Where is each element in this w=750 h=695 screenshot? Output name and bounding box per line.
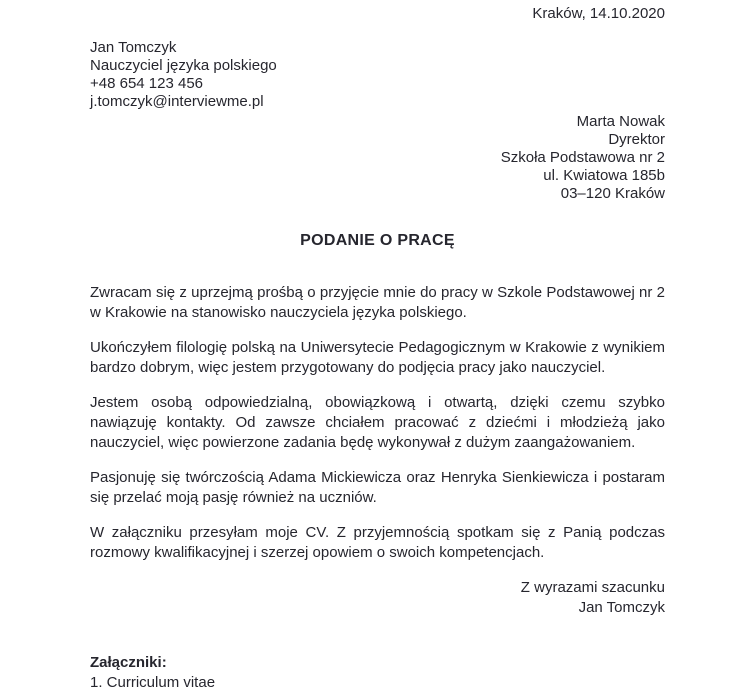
paragraph-passion: Pasjonuję się twórczością Adama Mickiewicza oraz Henryka Sienkiewicza i postaram się przelać moją pasję również na uczniów. [90,469,665,506]
paragraph-intro: Zwracam się z uprzejmą prośbą o przyjęcie mnie do pracy w Szkole Podstawowej nr 2 w Krakowie na stanowisko nauczyciela języka polskiego. [90,284,665,321]
closing-block [90,578,665,618]
recipient-block [90,113,665,203]
paragraph-cv: W załączniku przesyłam moje CV. Z przyjemnością spotkam się z Panią podczas rozmowy kwalifikacyjnej i szerzej opowiem o swoich kompetencjach. [90,524,665,561]
closing-salutation: Z wyrazami szacunku [520,579,665,596]
recipient-organization: Szkoła Podstawowa nr 2 [500,149,665,166]
paragraph-education: Ukończyłem filologię polską na Uniwersytecie Pedagogicznym w Krakowie z wynikiem bardzo dobrym, więc jestem przygotowany do podjęcia pracy jako nauczyciel. [90,339,665,376]
letter-body [90,283,665,563]
closing-signature: Jan Tomczyk [578,599,665,616]
letter-title: PODANIE O PRACĘ [300,232,455,249]
attachments-block [90,653,665,693]
sender-job-title: Nauczyciel języka polskiego [90,57,277,74]
recipient-city: 03–120 Kraków [560,185,665,202]
sender-block [90,39,665,111]
recipient-job-title: Dyrektor [608,131,665,148]
sender-name: Jan Tomczyk [90,39,177,56]
recipient-name: Marta Nowak [576,113,665,130]
attachments-heading: Załączniki: [90,654,167,671]
sender-email: j.tomczyk@interviewme.pl [90,93,264,110]
attachment-item: 1. Curriculum vitae [90,674,216,691]
paragraph-qualities: Jestem osobą odpowiedzialną, obowiązkową i otwartą, dzięki czemu szybko nawiązuję kontakty. Od zawsze chciałem pracować z dziećmi i młodzieżą jako nauczyciel, więc powierzone zadania będę wykonywał z dużym zaangażowaniem. [90,394,665,451]
recipient-street: ul. Kwiatowa 185b [543,167,665,184]
sender-phone: +48 654 123 456 [90,75,204,92]
letter-date: Kraków, 14.10.2020 [532,5,665,22]
